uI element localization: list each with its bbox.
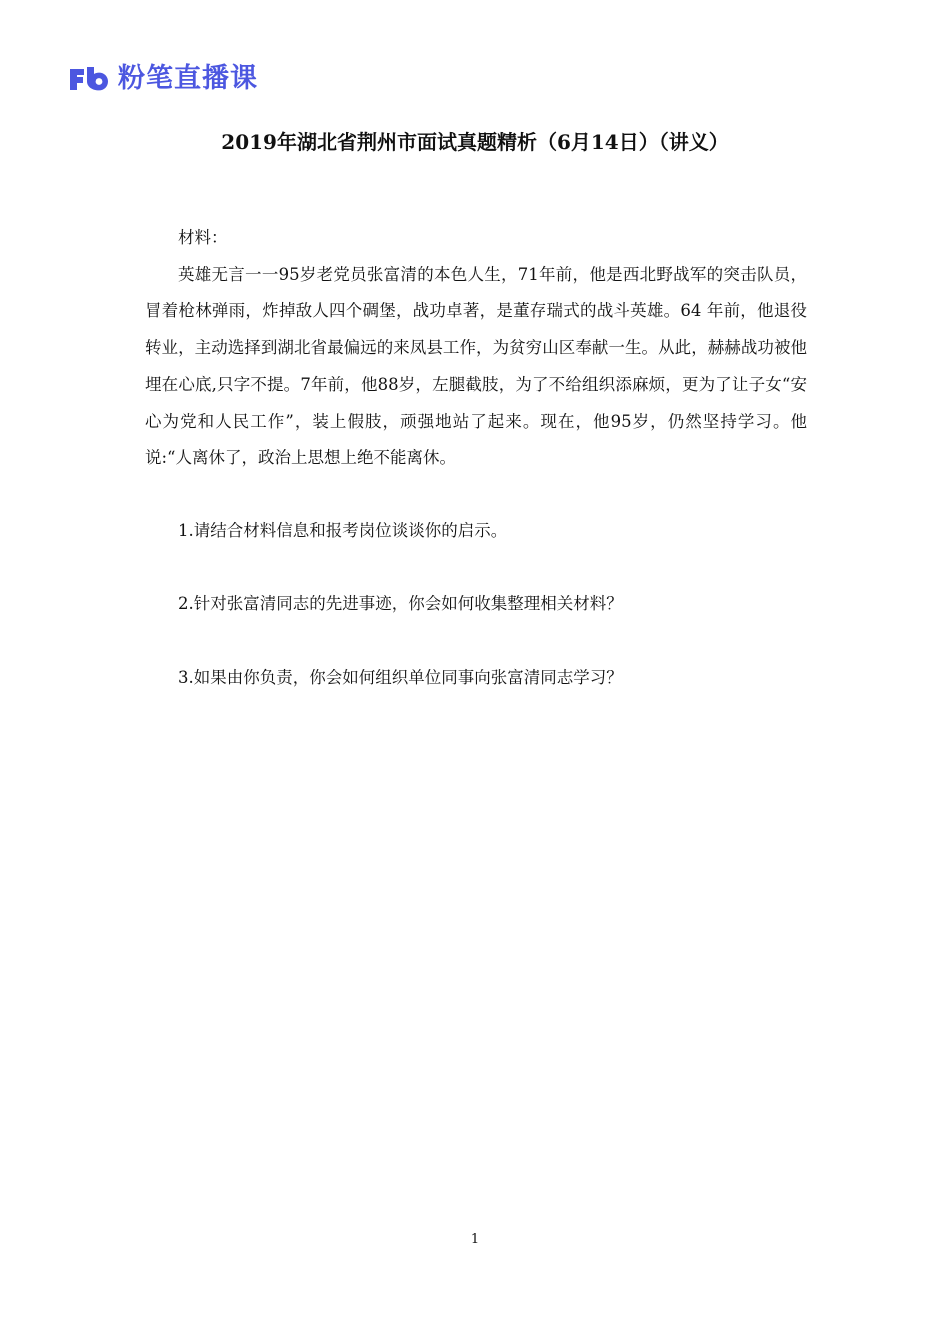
document-body bbox=[145, 220, 807, 733]
question-item: 3.如果由你负责，你会如何组织单位同事向张富清同志学习？ bbox=[178, 667, 623, 687]
question-list bbox=[145, 513, 807, 696]
logo-text: 粉笔直播课 bbox=[118, 63, 258, 94]
page-number: 1 bbox=[470, 1232, 480, 1247]
material-label: 材料： bbox=[178, 228, 228, 247]
question-item: 1.请结合材料信息和报考岗位谈谈你的启示。 bbox=[178, 520, 508, 540]
fenbi-logo-icon bbox=[68, 66, 110, 92]
brand-logo bbox=[68, 62, 258, 96]
material-paragraph: 英雄无言一一95岁老党员张富清的本色人生，71年前，他是西北野战军的突击队员，冒着枪林弹雨，炸掉敌人四个碉堡，战功卓著，是董存瑞式的战斗英雄。64 年前，他退役转业，主动选择到湖北省最偏远的来凤县工作，为贫穷山区奉献一生。从此，赫赫战功被他埋在心底,只字不提。7年前，他88岁，左腿截肢，为了不给组织添麻烦，更为了让子女“安心为党和人民工作”，装上假肢，顽强地站了起来。现在，他95岁，仍然坚持学习。他说:“人离休了，政治上思想上绝不能离休。 bbox=[145, 264, 807, 468]
document-title: 2019年湖北省荆州市面试真题精析（6月14日）（讲义） bbox=[221, 130, 729, 154]
question-item: 2.针对张富清同志的先进事迹，你会如何收集整理相关材料？ bbox=[178, 594, 623, 614]
